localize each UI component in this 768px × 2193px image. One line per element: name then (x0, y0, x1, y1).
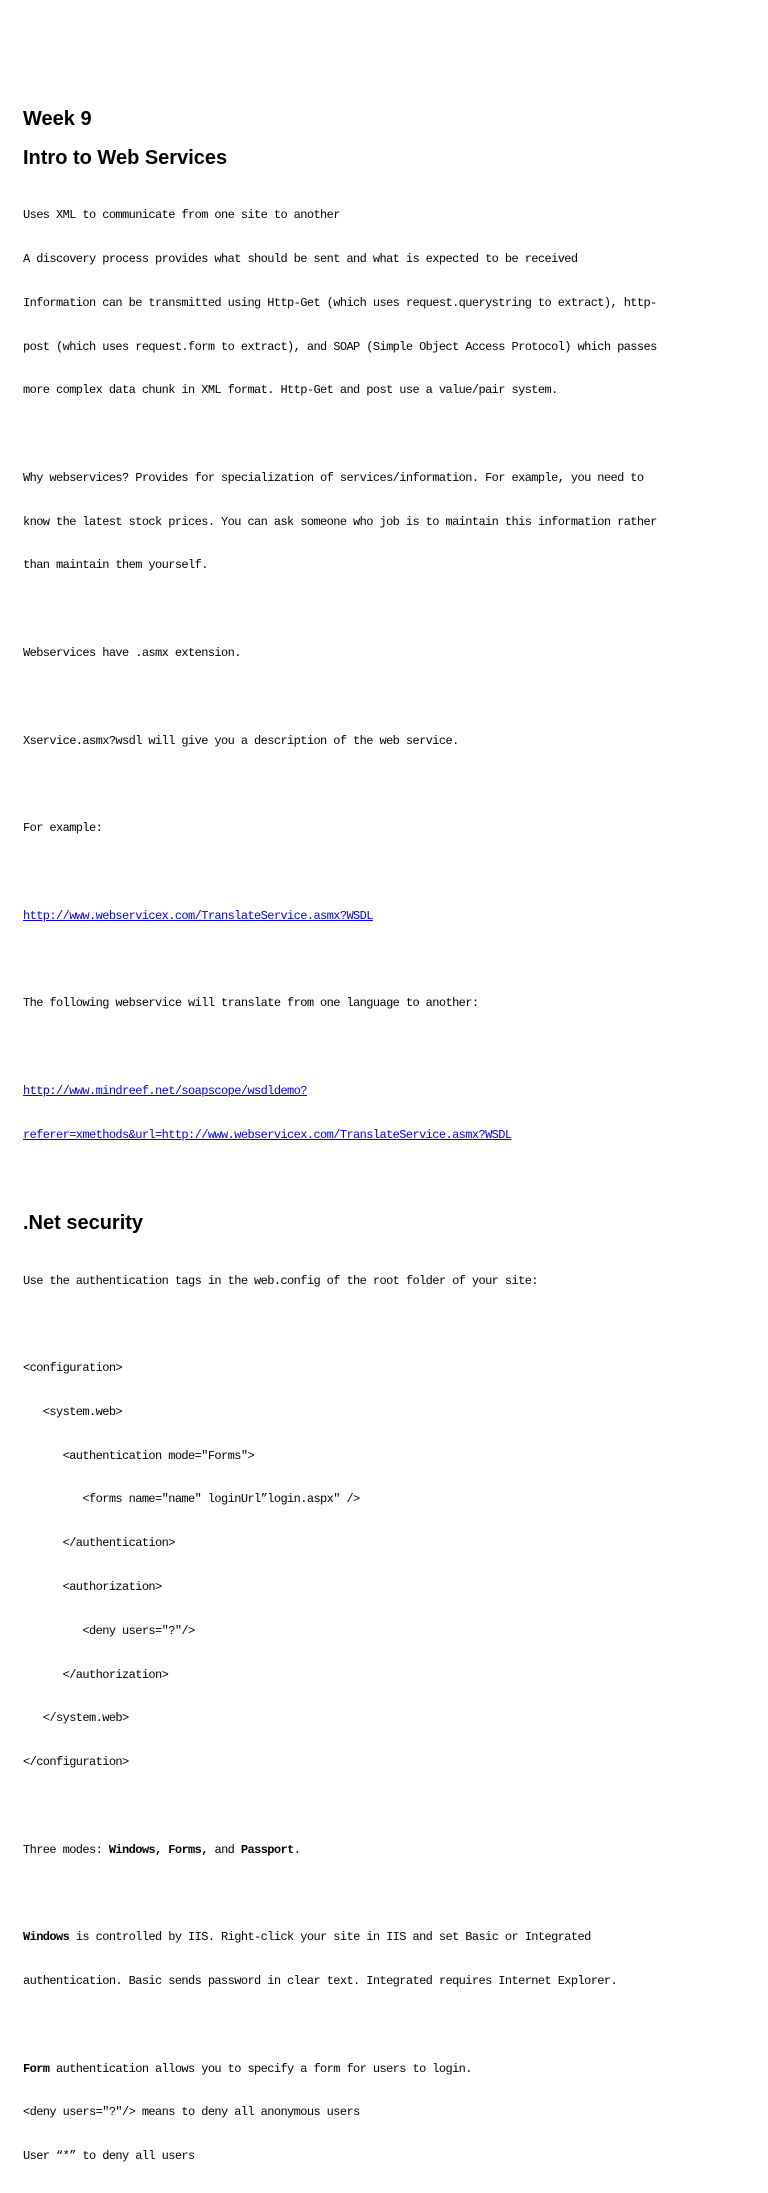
link-translate-service-wsdl[interactable]: http://www.webservicex.com/TranslateService.asmx?WSDL (23, 908, 373, 923)
paragraph-net-security (23, 1244, 753, 2193)
paragraph-intro (23, 179, 753, 1171)
mode-passport: Passport (240, 1842, 294, 1857)
text-line: User “*” to deny all users (23, 2149, 195, 2164)
text-line: authentication. Basic sends password in clear text. Integrated requires Internet Explorer. (23, 1974, 618, 1989)
text-line: than maintain them yourself. (23, 558, 208, 573)
document-page (23, 107, 753, 2193)
text-line: <deny users="?"/> means to deny all anonymous users (23, 2105, 360, 2120)
code-line: </system.web> (23, 1711, 129, 1726)
text-line: A discovery process provides what should be sent and what is expected to be received (23, 251, 578, 266)
link-mindreef-wsdldemo[interactable]: http://www.mindreef.net/soapscope/wsdldemo? (23, 1083, 307, 1098)
text-line: Xservice.asmx?wsdl will give you a description of the web service. (23, 733, 459, 748)
code-line: <authorization> (23, 1580, 162, 1595)
link-mindreef-wsdldemo-continued[interactable]: referer=xmethods&url=http://www.webservicex.com/TranslateService.asmx?WSDL (23, 1127, 512, 1142)
text-line: post (which uses request.form to extract), and SOAP (Simple Object Access Protocol) which passes (23, 339, 657, 354)
code-line: </configuration> (23, 1755, 129, 1770)
text-line: Webservices have .asmx extension. (23, 646, 241, 660)
text-line: Form authentication allows you to specify a form for users to login. (23, 2061, 472, 2076)
text-line: Information can be transmitted using Http-Get (which uses request.querystring to extract), http- (23, 295, 657, 310)
code-line: <system.web> (23, 1404, 123, 1419)
week-title: Week 9 (23, 108, 92, 130)
mode-windows: Windows, (108, 1842, 162, 1857)
code-line: <forms name="name" loginUrl”login.aspx" /> (23, 1492, 360, 1507)
code-line: <authentication mode="Forms"> (23, 1448, 255, 1463)
section-title-web-services: Intro to Web Services (23, 147, 228, 169)
code-line: <deny users="?"/> (23, 1623, 195, 1638)
text-line: Uses XML to communicate from one site to another (23, 208, 340, 223)
text-line: Use the authentication tags in the web.config of the root folder of your site: (23, 1273, 538, 1288)
form-label: Form (23, 2061, 50, 2076)
mode-forms: Forms, (168, 1842, 208, 1857)
text-line: The following webservice will translate from one language to another: (23, 996, 479, 1011)
code-line: </authorization> (23, 1667, 169, 1682)
modes-line: Three modes: Windows, Forms, and Passport. (23, 1842, 301, 1857)
text-line: know the latest stock prices. You can ask someone who job is to maintain this information rather (23, 514, 657, 529)
text-line: For example: (23, 821, 103, 836)
code-line: <configuration> (23, 1361, 123, 1376)
text-line: more complex data chunk in XML format. Http-Get and post use a value/pair system. (23, 383, 558, 398)
section-title-net-security: .Net security (23, 1212, 144, 1235)
text-line: Windows is controlled by IIS. Right-click your site in IIS and set Basic or Integrated (23, 1930, 591, 1945)
windows-label: Windows (23, 1930, 70, 1945)
text-line: Why webservices? Provides for specialization of services/information. For example, you need to (23, 470, 644, 485)
code-line: </authentication> (23, 1536, 175, 1551)
